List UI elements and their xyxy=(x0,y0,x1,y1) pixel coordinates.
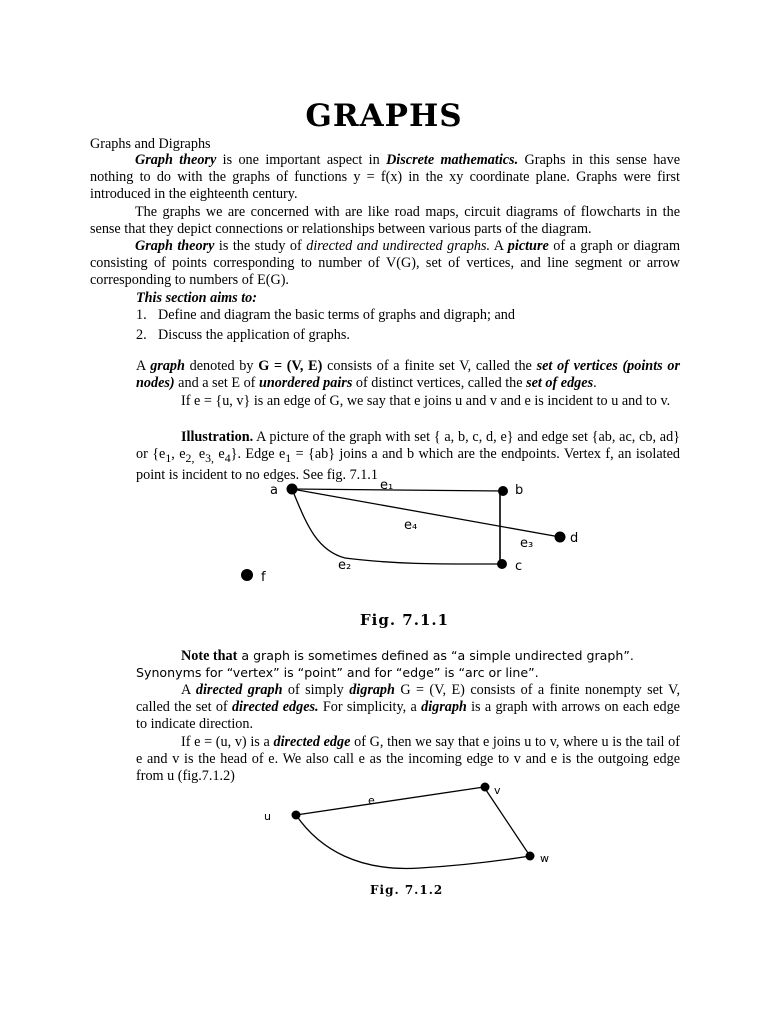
text-run: A xyxy=(181,682,196,698)
subscript: 2, xyxy=(185,450,195,465)
text-run: e xyxy=(194,445,206,462)
term-graph: graph xyxy=(150,358,185,374)
term-graph-theory: Graph theory xyxy=(135,152,217,168)
paragraph-directed-graph xyxy=(136,682,680,733)
label-f: f xyxy=(261,570,266,585)
text-run: denoted by xyxy=(184,358,259,374)
text-run: }. Edge e xyxy=(230,445,286,462)
list-text: Discuss the application of graphs. xyxy=(158,326,350,343)
edge-u-w xyxy=(296,815,530,868)
label-v: v xyxy=(494,784,501,797)
text-run: of distinct vertices, called the xyxy=(352,374,527,391)
vertex-d xyxy=(555,532,566,543)
subscript: 4 xyxy=(224,450,231,465)
vertex-v xyxy=(481,783,490,792)
term-directed-graph: directed graph xyxy=(195,682,283,698)
paragraph-graph-definition xyxy=(136,358,680,392)
list-number: 1. xyxy=(136,307,147,323)
vertex-f xyxy=(241,569,253,581)
paragraph-edge-joins: If e = {u, v} is an edge of G, we say that e joins u and v and e is incident to u and to v. xyxy=(181,393,671,409)
text-run: Graphs in this sense have nothing to do with the graphs of functions y = f(x) in the xy coordinate plane. Graphs were first introduced in the eighteenth century. xyxy=(90,152,680,202)
term-illustration: Illustration. xyxy=(181,429,254,445)
label-e2: e₂ xyxy=(338,558,352,573)
term-directed-edge: directed edge xyxy=(273,734,351,750)
text-run: If e = (u, v) is a xyxy=(181,734,274,750)
text-run: = {ab} joins a and b which are the endpoints. Vertex f, an isolated point is incident to no edges. See fig. 7.1.1 xyxy=(136,445,680,483)
label-w: w xyxy=(540,852,549,865)
edge-v-w xyxy=(484,787,530,856)
term-digraph: digraph xyxy=(421,698,467,715)
text-run: A xyxy=(136,358,151,374)
text-run: of a graph or diagram consisting of points corresponding to number of V(G), set of vertices, and line segment or arrow corresponding to numbers of E(G). xyxy=(90,238,680,288)
text-run: a graph is sometimes defined as “a simple undirected graph”. xyxy=(237,648,634,663)
text-run: e xyxy=(214,445,225,462)
figure-7-1-2 xyxy=(0,775,768,900)
text-run: Synonyms for “vertex” is “point” and for “edge” is “arc or line”. xyxy=(136,664,539,680)
list-item xyxy=(136,327,696,344)
label-e: e xyxy=(368,794,375,807)
vertex-a xyxy=(287,484,298,495)
list-item xyxy=(136,307,696,324)
text-run: is a graph with arrows on each edge to indicate direction. xyxy=(136,698,680,732)
term-discrete-math: Discrete mathematics. xyxy=(386,152,519,168)
vertex-u xyxy=(292,811,301,820)
text-run: A xyxy=(490,238,508,254)
label-d: d xyxy=(570,531,579,546)
list-text: Define and diagram the basic terms of graphs and digraph; and xyxy=(158,307,515,323)
term-directed-undirected: directed and undirected graphs. xyxy=(306,238,491,254)
term-note-that: Note that xyxy=(181,648,238,664)
text-run: . xyxy=(593,374,597,391)
section-heading: Graphs and Digraphs xyxy=(90,136,211,152)
term-picture: picture xyxy=(507,238,549,254)
text-run: A picture of the graph with set { a, b, c, d, e} and edge set {ab, ac, cb, ad} or {e xyxy=(136,429,680,462)
paragraph-graph-theory-definition xyxy=(90,238,680,289)
text-run: of G, then we say that e joins u to v, where u is the tail of e and v is the head of e. We also call e as the incoming edge to v and e is the outgoing edge from u (fig.7.1.2) xyxy=(136,734,680,784)
subscript: 3, xyxy=(205,450,214,465)
text-run: is one important aspect in xyxy=(216,152,387,168)
term-g-ve: G = (V, E) xyxy=(258,358,323,374)
vertex-c xyxy=(497,559,507,569)
subscript: 1 xyxy=(285,450,292,465)
edge-e xyxy=(296,787,484,815)
paragraph-graph-theory-intro xyxy=(90,152,680,203)
label-b: b xyxy=(515,483,524,498)
term-unordered-pairs: unordered pairs xyxy=(258,374,353,391)
text-run: , e xyxy=(171,445,186,462)
paragraph-road-maps: The graphs we are concerned with are like road maps, circuit diagrams of flowcharts in the sense that they depict connections or relationships between various parts of the diagram. xyxy=(90,204,680,237)
label-c: c xyxy=(515,559,523,574)
paragraph-note xyxy=(136,648,680,682)
label-e4: e₄ xyxy=(404,518,418,533)
text-run: of simply xyxy=(282,682,350,698)
figure-caption-7-1-2: Fig. 7.1.2 xyxy=(370,883,444,897)
vertex-b xyxy=(498,486,508,496)
term-set-of-edges: set of edges xyxy=(526,374,594,391)
subscript: 1 xyxy=(165,450,172,465)
term-set-of-vertices: set of vertices (points or nodes) xyxy=(136,358,681,391)
text-run: G = (V, E) consists of a finite nonempty set V, called the set of xyxy=(136,682,680,715)
edge-e1 xyxy=(292,489,503,491)
figure-caption-7-1-1: Fig. 7.1.1 xyxy=(360,611,450,629)
aims-heading: This section aims to: xyxy=(136,290,257,306)
edge-e2 xyxy=(292,489,500,564)
term-graph-theory: Graph theory xyxy=(135,238,215,254)
term-directed-edges: directed edges. xyxy=(231,698,319,715)
text-run: consists of a finite set V, called the xyxy=(322,358,537,374)
figure-7-1-1 xyxy=(0,470,768,640)
text-run: is the study of xyxy=(214,238,307,254)
text-run: For simplicity, a xyxy=(318,698,422,715)
term-digraph: digraph xyxy=(349,682,395,698)
vertex-w xyxy=(526,852,535,861)
text-run: and a set E of xyxy=(174,374,259,391)
label-a: a xyxy=(270,483,278,498)
list-number: 2. xyxy=(136,326,147,343)
label-e3: e₃ xyxy=(520,536,534,551)
aims-list xyxy=(136,307,696,344)
label-e1: e₁ xyxy=(380,478,394,493)
page-title: GRAPHS xyxy=(305,98,463,134)
label-u: u xyxy=(264,810,271,823)
